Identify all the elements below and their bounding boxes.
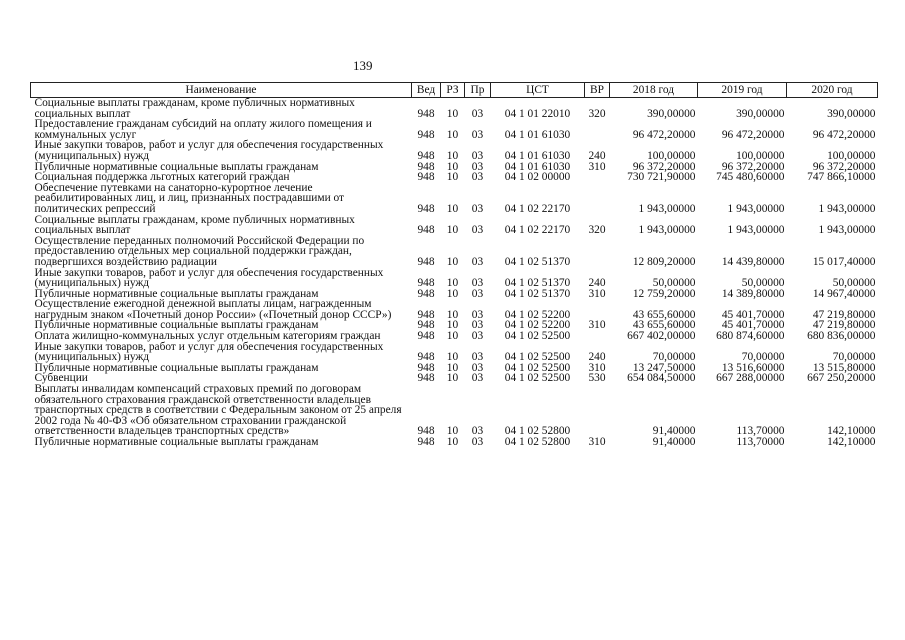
- table-row: [31, 342, 878, 363]
- row-value-2018: 1 943,00000: [638, 224, 696, 237]
- row-vr: 320: [588, 224, 606, 237]
- row-cst: 04 1 02 52500: [504, 351, 571, 364]
- row-value-2018: 100,00000: [647, 149, 696, 162]
- row-value-2018: 667 402,00000: [627, 330, 696, 343]
- row-rz: 10: [446, 436, 459, 448]
- row-vr: 240: [588, 277, 606, 290]
- row-ved: 948: [417, 107, 435, 120]
- row-pr: 03: [471, 202, 484, 215]
- row-value-2020: 100,00000: [827, 149, 876, 162]
- row-value-2018: 43 655,60000: [632, 308, 696, 321]
- row-ved: 948: [417, 149, 435, 162]
- row-pr: 03: [471, 436, 484, 448]
- row-ved: 948: [417, 160, 435, 173]
- row-value-2019: 113,70000: [736, 425, 785, 438]
- row-name: Публичные нормативные социальные выплаты гражданам: [34, 160, 319, 173]
- row-value-2019: 680 874,60000: [716, 330, 785, 343]
- row-value-2019: 14 439,80000: [721, 255, 785, 268]
- row-cst: 04 1 02 52500: [504, 361, 571, 374]
- row-vr: 240: [588, 351, 606, 364]
- row-vr: 310: [588, 361, 606, 374]
- row-pr: 03: [471, 277, 484, 290]
- row-value-2018: 96 472,20000: [632, 128, 696, 141]
- header-2020: 2020 год: [787, 83, 878, 98]
- row-pr: 03: [471, 330, 484, 343]
- header-2018: 2018 год: [610, 83, 698, 98]
- row-vr: 240: [588, 149, 606, 162]
- row-pr: 03: [471, 160, 484, 173]
- row-rz: 10: [446, 107, 459, 120]
- row-rz: 10: [446, 171, 459, 184]
- row-rz: 10: [446, 351, 459, 364]
- row-name: Публичные нормативные социальные выплаты гражданам: [34, 287, 319, 300]
- row-value-2018: 1 943,00000: [638, 202, 696, 215]
- header-ved: Вед: [412, 83, 441, 98]
- row-cst: 04 1 02 52500: [504, 372, 571, 385]
- row-ved: 948: [417, 202, 435, 215]
- row-value-2020: 142,10000: [827, 436, 876, 448]
- row-name: Иные закупки товаров, работ и услуг для обеспечения государственных (муниципальных) нужд: [34, 266, 384, 290]
- row-ved: 948: [417, 255, 435, 268]
- row-rz: 10: [446, 202, 459, 215]
- row-value-2020: 70,00000: [832, 351, 876, 364]
- row-pr: 03: [471, 255, 484, 268]
- row-vr: 310: [588, 160, 606, 173]
- row-pr: 03: [471, 171, 484, 184]
- row-rz: 10: [446, 319, 459, 332]
- row-cst: 04 1 01 22010: [504, 107, 571, 120]
- row-value-2018: 390,00000: [647, 107, 696, 120]
- row-value-2020: 142,10000: [827, 425, 876, 438]
- row-name: Обеспечение путевками на санаторно-курортное лечение реабилитированных лиц, и лиц, признанных пострадавшими от политических репрессий: [34, 181, 345, 215]
- row-ved: 948: [417, 319, 435, 332]
- row-ved: 948: [417, 308, 435, 321]
- table-row: [31, 215, 878, 236]
- row-cst: 04 1 01 61030: [504, 160, 571, 173]
- table-row: [31, 119, 878, 140]
- row-value-2020: 390,00000: [827, 107, 876, 120]
- table-row: [31, 268, 878, 289]
- row-value-2020: 15 017,40000: [812, 255, 876, 268]
- table-row: [31, 384, 878, 437]
- table-header-row: [31, 83, 878, 98]
- row-rz: 10: [446, 372, 459, 385]
- row-value-2020: 96 472,20000: [812, 128, 876, 141]
- row-cst: 04 1 02 52800: [504, 425, 571, 438]
- row-pr: 03: [471, 319, 484, 332]
- header-rz: РЗ: [441, 83, 465, 98]
- row-value-2019: 45 401,70000: [721, 319, 785, 332]
- row-value-2018: 730 721,90000: [627, 171, 696, 184]
- row-rz: 10: [446, 330, 459, 343]
- row-cst: 04 1 02 22170: [504, 224, 571, 237]
- row-ved: 948: [417, 224, 435, 237]
- row-value-2018: 43 655,60000: [632, 319, 696, 332]
- row-value-2019: 96 472,20000: [721, 128, 785, 141]
- row-value-2020: 14 967,40000: [812, 287, 876, 300]
- row-pr: 03: [471, 361, 484, 374]
- row-value-2018: 50,00000: [652, 277, 696, 290]
- row-cst: 04 1 02 22170: [504, 202, 571, 215]
- header-name: Наименование: [31, 83, 412, 98]
- row-cst: 04 1 02 52800: [504, 436, 571, 448]
- row-cst: 04 1 01 61030: [504, 149, 571, 162]
- row-value-2020: 747 866,10000: [807, 171, 876, 184]
- row-value-2020: 1 943,00000: [818, 202, 876, 215]
- header-2019: 2019 год: [698, 83, 787, 98]
- row-ved: 948: [417, 128, 435, 141]
- row-ved: 948: [417, 372, 435, 385]
- row-vr: [585, 183, 610, 215]
- row-value-2018: 12 809,20000: [632, 255, 696, 268]
- row-pr: 03: [471, 425, 484, 438]
- row-vr: 310: [588, 436, 606, 448]
- row-value-2019: 70,00000: [741, 351, 785, 364]
- row-pr: 03: [471, 287, 484, 300]
- row-pr: 03: [471, 128, 484, 141]
- row-value-2019: 14 389,80000: [721, 287, 785, 300]
- row-value-2019: 45 401,70000: [721, 308, 785, 321]
- row-rz: 10: [446, 128, 459, 141]
- row-pr: 03: [471, 351, 484, 364]
- budget-table: [30, 82, 878, 448]
- row-pr: 03: [471, 224, 484, 237]
- header-vr: ВР: [585, 83, 610, 98]
- row-name: Субвенции: [34, 372, 88, 385]
- row-cst: 04 1 02 00000: [504, 171, 571, 184]
- page-number: 139: [353, 58, 373, 73]
- row-pr: 03: [471, 308, 484, 321]
- row-rz: 10: [446, 149, 459, 162]
- row-value-2020: 96 372,20000: [812, 160, 876, 173]
- row-cst: 04 1 01 61030: [504, 128, 571, 141]
- row-cst: 04 1 02 51370: [504, 277, 571, 290]
- row-name: Предоставление гражданам субсидий на оплату жилого помещения и коммунальных услуг: [34, 118, 372, 141]
- row-value-2019: 1 943,00000: [727, 202, 785, 215]
- table-row: [31, 98, 878, 120]
- table-row: [31, 437, 878, 448]
- row-name: Осуществление переданных полномочий Российской Федерации по предоставлению отдельных мер социальной поддержки граждан, подвергшихся воздействию радиации: [34, 234, 365, 268]
- row-vr: 310: [588, 319, 606, 332]
- row-ved: 948: [417, 425, 435, 438]
- row-pr: 03: [471, 107, 484, 120]
- row-name: Иные закупки товаров, работ и услуг для обеспечения государственных (муниципальных) нужд: [34, 139, 384, 162]
- header-cst: ЦСТ: [491, 83, 585, 98]
- row-vr: [585, 236, 610, 268]
- row-name: Публичные нормативные социальные выплаты гражданам: [34, 319, 319, 332]
- row-value-2019: 745 480,60000: [716, 171, 785, 184]
- table-row: [31, 299, 878, 320]
- row-ved: 948: [417, 351, 435, 364]
- row-name: Социальная поддержка льготных категорий граждан: [34, 171, 290, 184]
- row-name: Осуществление ежегодной денежной выплаты лицам, награжденным нагрудным знаком «Почетный донор России» («Почетный донор СССР»): [34, 298, 392, 321]
- row-rz: 10: [446, 287, 459, 300]
- row-ved: 948: [417, 330, 435, 343]
- row-pr: 03: [471, 149, 484, 162]
- row-vr: [585, 331, 610, 342]
- row-value-2019: 1 943,00000: [727, 224, 785, 237]
- row-name: Выплаты инвалидам компенсаций страховых премий по договорам обязательного страхования гражданской ответственности владельцев транспортных средств в соответствии с Федеральным законом от 25 апреля 2002 года № 40-ФЗ «Об обязательном страховании гражданской ответственности владельцев транспортных средств»: [34, 383, 402, 438]
- row-value-2019: 50,00000: [741, 277, 785, 290]
- table-row: [31, 183, 878, 215]
- table-row: [31, 140, 878, 161]
- row-vr: [585, 384, 610, 437]
- row-value-2019: 13 516,60000: [721, 361, 785, 374]
- header-pr: Пр: [465, 83, 491, 98]
- row-vr: [585, 119, 610, 140]
- row-rz: 10: [446, 160, 459, 173]
- row-value-2018: 654 084,50000: [627, 372, 696, 385]
- row-name: Социальные выплаты гражданам, кроме публичных нормативных социальных выплат: [34, 97, 355, 120]
- row-value-2019: 390,00000: [736, 107, 785, 120]
- row-vr: 530: [588, 372, 606, 385]
- row-value-2019: 113,70000: [736, 436, 785, 448]
- row-rz: 10: [446, 224, 459, 237]
- row-value-2019: 96 372,20000: [721, 160, 785, 173]
- row-value-2020: 667 250,20000: [807, 372, 876, 385]
- row-ved: 948: [417, 436, 435, 448]
- row-value-2020: 47 219,80000: [812, 308, 876, 321]
- row-rz: 10: [446, 425, 459, 438]
- row-cst: 04 1 02 52500: [504, 330, 571, 343]
- row-value-2020: 50,00000: [832, 277, 876, 290]
- row-ved: 948: [417, 171, 435, 184]
- row-name: Социальные выплаты гражданам, кроме публичных нормативных социальных выплат: [34, 213, 355, 237]
- row-name: Публичные нормативные социальные выплаты гражданам: [34, 361, 319, 374]
- row-value-2018: 91,40000: [652, 425, 696, 438]
- row-value-2019: 667 288,00000: [716, 372, 785, 385]
- row-value-2020: 47 219,80000: [812, 319, 876, 332]
- row-vr: [585, 172, 610, 183]
- row-value-2018: 13 247,50000: [632, 361, 696, 374]
- row-value-2019: 100,00000: [736, 149, 785, 162]
- row-cst: 04 1 02 51370: [504, 287, 571, 300]
- row-rz: 10: [446, 308, 459, 321]
- table-row: [31, 236, 878, 268]
- row-ved: 948: [417, 287, 435, 300]
- row-ved: 948: [417, 361, 435, 374]
- row-vr: [585, 299, 610, 320]
- row-vr: 320: [588, 107, 606, 120]
- row-pr: 03: [471, 372, 484, 385]
- row-value-2020: 680 836,00000: [807, 330, 876, 343]
- row-value-2018: 70,00000: [652, 351, 696, 364]
- row-ved: 948: [417, 277, 435, 290]
- row-rz: 10: [446, 255, 459, 268]
- row-name: Публичные нормативные социальные выплаты гражданам: [34, 436, 319, 448]
- row-name: Оплата жилищно-коммунальных услуг отдельным категориям граждан: [34, 330, 381, 343]
- row-value-2018: 96 372,20000: [632, 160, 696, 173]
- row-value-2018: 12 759,20000: [632, 287, 696, 300]
- row-value-2018: 91,40000: [652, 436, 696, 448]
- row-vr: 310: [588, 287, 606, 300]
- row-rz: 10: [446, 361, 459, 374]
- row-cst: 04 1 02 51370: [504, 255, 571, 268]
- row-cst: 04 1 02 52200: [504, 319, 571, 332]
- row-value-2020: 1 943,00000: [818, 224, 876, 237]
- row-value-2020: 13 515,80000: [812, 361, 876, 374]
- row-rz: 10: [446, 277, 459, 290]
- row-cst: 04 1 02 52200: [504, 308, 571, 321]
- row-name: Иные закупки товаров, работ и услуг для обеспечения государственных (муниципальных) нужд: [34, 340, 384, 364]
